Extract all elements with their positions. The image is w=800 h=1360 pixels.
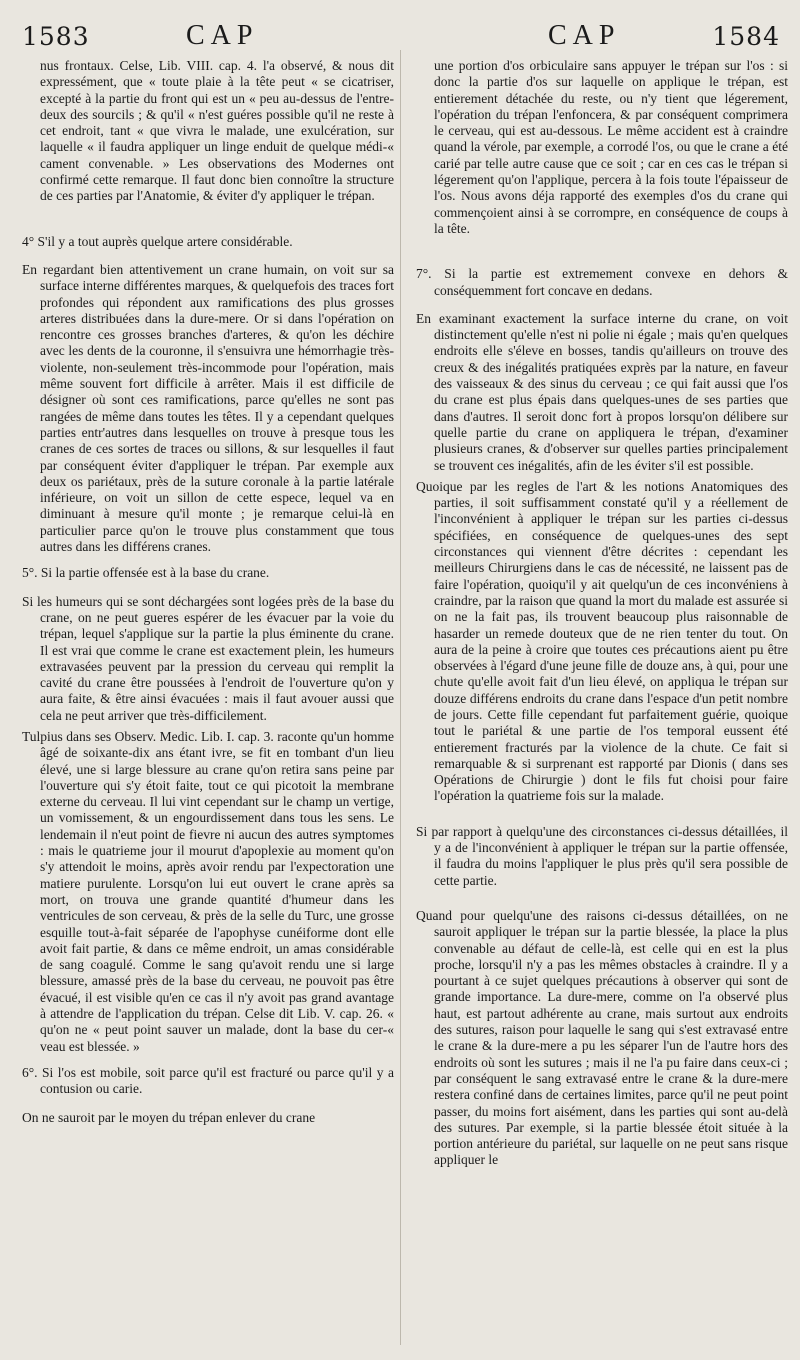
left-column	[22, 58, 394, 1126]
left-running-head: CAP	[186, 20, 259, 51]
heading-6: 6°. Si l'os est mobile, soit parce qu'il est fracturé ou parce qu'il y a contusion ou carie.	[22, 1064, 394, 1097]
left-page-number: 1583	[22, 22, 90, 51]
spacer	[416, 810, 788, 824]
heading-4: 4° S'il y a tout auprès quelque artere considérable.	[22, 233, 293, 249]
paragraph-9: Quand pour quelqu'une des raisons ci-dessus détaillées, on ne sauroit appliquer le trépan sur la partie blessée, la place la plus convenable au défaut de celle-là, est celle qui en est la plus proche, lorsqu'il n'y a pas les mêmes obstacles à craindre. Il y a pourtant à ce sujet quelques précautions à observer qui sont de grande importance. La dure-mere, comme on l'a observé plus haut, est partout adhérente au crane, mais surtout aux endroits des sutures, raison pour laquelle le sang qui s'est extravasé entre le crane & la dure-mere a pu les séparer l'un de l'autre hors des endroits où sont les sutures ; mais il ne l'a pu faire dans ceux-ci ; par conséquent le sang extravasé entre le crane & la dure-mere restera confiné dans de certaines limites, parce qu'il ne peut point passer, du moins fort aisément, dans les parties qui sont au-delà des sutures. Par exemple, si la partie blessée étoit située à la portion antérieure du pariétal, sur laquelle on ne peut sans risque appliquer le	[416, 907, 788, 1168]
column-divider	[400, 50, 401, 1345]
paragraph-7b: Quoique par les regles de l'art & les notions Anatomiques des parties, il soit suffisamment constaté qu'il y a réellement de l'inconvénient à appliquer le trépan sur les parties ci-dessus spécifiées, en conséquence de quelques-unes des sept circonstances qui viennent d'être décrites : cependant les meilleurs Chirurgiens dans le cas de nécessité, ne laissent pas de faire l'opération, quoiqu'il y ait quelqu'un de ces inconvéniens à craindre, par la raison que quand la mort du malade est assurée si on ne la fait pas, ils trouvent beaucoup plus raisonnable de hasarder un remede douteux que de ne rien tenter du tout. On aura de la peine à croire que toutes ces précautions aient pu être observées à l'égard d'une jeune fille de douze ans, à qui, pour une chute qu'elle avoit fait d'un lieu élevé, on appliqua le trépan sur douze différens endroits du crane dans l'espace d'un petit nombre de jours. Cette fille cependant fut parfaitement guérie, quoique tout le pariétal & une partie de l'os temporal eussent été entierement fracturés par la violence de la chute. Ce fait si remarquable & si surprenant est rapporté par Dionis ( dans ses Opérations de Chirurgie ) dont le fils fut choisi pour faire l'opération la quatrieme fois sur la malade.	[416, 478, 788, 804]
right-running-head: CAP	[548, 20, 621, 51]
paragraph-6-start: On ne sauroit par le moyen du trépan enlever du crane	[22, 1109, 316, 1125]
spacer	[416, 242, 788, 256]
right-page-number: 1584	[712, 22, 780, 51]
paragraph-5a: Si les humeurs qui se sont déchargées sont logées près de la base du crane, on ne peut gueres espérer de les évacuer par la voie du trépan, lequel s'applique sur la partie la plus éminente du crane. Il est vrai que comme le crane est exactement plein, les humeurs extravasées peuvent par la pression du cerveau qui remplit la cavité du crane être poussées à l'endroit de l'ouverture qu'on y aura faite, & être ainsi évacuées : mais il faut avouer aussi que cela ne peut arriver que très-difficilement.	[22, 593, 394, 723]
spacer	[416, 894, 788, 908]
intro-paragraph: nus frontaux. Celse, Lib. VIII. cap. 4. l'a observé, & nous dit expressément, que « toute plaie à la tête peut « se cicatriser, excepté à la partie du front qui est un « peu au-dessus de l'entre-deux des sourcils ; & qu'il « n'est guéres possible qu'il ne reste à cet endroit, tant « que vivra le malade, une exulcération, sur laquelle « il faudra appliquer un linge enduit de quelque médi-« cament convenable. » Les observations des Modernes ont confirmé cette remarque. Il faut donc bien connoître la structure de ces parties par l'Anatomie, & éviter d'y appliquer le trépan.	[40, 58, 394, 204]
paragraph-6-continued: une portion d'os orbiculaire sans appuyer le trépan sur l'os : si donc la partie d'os sur laquelle on applique le trépan, est entierement détachée du reste, ou n'y tient que légerement, l'opération du trépan l'enfoncera, & par conséquent comprimera le cerveau, qui est au-dessous. Le même accident est à craindre quand la vérole, par exemple, a corrodé l'os, ou que le crane a été carié par telle autre cause que ce soit ; car en ces cas le trépan si légerement qu'on l'applique, percera à la fois toute l'épaisseur de l'os. Nous avons déja rapporté des exemples d'os du crane qui commençoient ainsi à se corrompre, en conséquence de coups à la tête.	[434, 58, 788, 236]
heading-7: 7°. Si la partie est extremement convexe en dehors & conséquemment fort concave en dedans.	[416, 266, 788, 298]
paragraph-5b: Tulpius dans ses Observ. Medic. Lib. I. cap. 3. raconte qu'un homme âgé de soixante-dix ans étant ivre, se fit en tombant d'un lieu élevé, une si large blessure au crane qu'on retira sans peine par l'ouverture qui s'y étoit faite, tout ce qui picotoit la membrane externe du cerveau. Il lui vint cependant sur le champ un vertige, un vomissement, & un engourdissement dans tous les sens. Le lendemain il n'eut point de fievre ni aucun des autres symptomes : mais le quatrieme jour il mourut d'apoplexie au moment qu'on s'y attendoit le moins, après avoir rendu par l'expectoration une matiere purulente. Lorsqu'on lui eut ouvert le crane après sa mort, on trouva une grande quantité d'humeur dans les ventricules de son cerveau, & près de la selle du Turc, une grosse esquille tout-à-fait séparée de l'apophyse cunéiforme dont elle avoit fait partie, & dans ce même endroit, un amas considérable de sang coagulé. Comme le sang qu'avoit rendu une si large blessure, amassé près de la base du cerveau, ne pouvoit pas être évacué, il est visible qu'en ce cas il n'y avoit pas grand avantage à attendre de l'application du trépan. Celse dit Lib. V. cap. 26. « qu'on ne « peut point sauver un malade, dont la base du cer-« veau est blessée. »	[22, 728, 394, 1054]
paragraph-7a: En examinant exactement la surface interne du crane, on voit distinctement qu'elle n'est ni polie ni égale ; mais qu'en quelques endroits elle s'éleve en bosses, tandis qu'ailleurs on trouve des creux & des inégalités pratiquées exprès par la nature, en faveur des vaisseaux & des sinus du cerveau ; ce qui fait aussi que l'os du crane est plus épais dans quelques-unes de ses parties que dans d'autres. Il seroit donc fort à propos lorsqu'on délibere sur quelle partie du crane on appliquera le trépan, d'examiner plusieurs cranes, & d'observer sur quelles parties principalement se trouvent ces inégalités, afin de les éviter s'il est possible.	[416, 310, 788, 473]
heading-5: 5°. Si la partie offensée est à la base du crane.	[22, 565, 270, 581]
paragraph-4: En regardant bien attentivement un crane humain, on voit sur sa surface interne différentes marques, & quelquefois des traces fort profondes qui répondent aux ramifications des plus grosses arteres distribuées dans la dure-mere. Or si dans l'opération on rencontre ces grosses branches d'arteres, & qu'on les déchire avec les dents de la couronne, il s'ensuivra une hémorrhagie très-violente, non-seulement très-incommode pour l'opération, mais même souvent fort difficile à arrêter. Mais il est difficile de désigner où sont ces ramifications, parce qu'elles ne sont pas rangées de même dans toutes les têtes. Il y a cependant quelques parties entr'autres dans lesquelles on trouve à presque tous les cranes de ces sortes de traces ou sillons, & sur lesquelles il faut par conséquent éviter d'appliquer le trépan. Par exemple aux deux os pariétaux, près de la suture coronale à la partie latérale inférieure, on voit un sillon de cette espece, lequel va en diminuant à mesure qu'il monte ; je remarque celui-là en particulier parce qu'on le trouve plus constamment que tous autres dans les différens cranes.	[22, 261, 394, 555]
spacer	[22, 210, 394, 224]
right-column	[416, 58, 788, 1174]
paragraph-8: Si par rapport à quelqu'une des circonstances ci-dessus détaillées, il y a de l'inconvénient à appliquer le trépan sur la partie offensée, il faudra du moins l'appliquer le plus près qu'il sera possible de cette partie.	[416, 823, 788, 888]
